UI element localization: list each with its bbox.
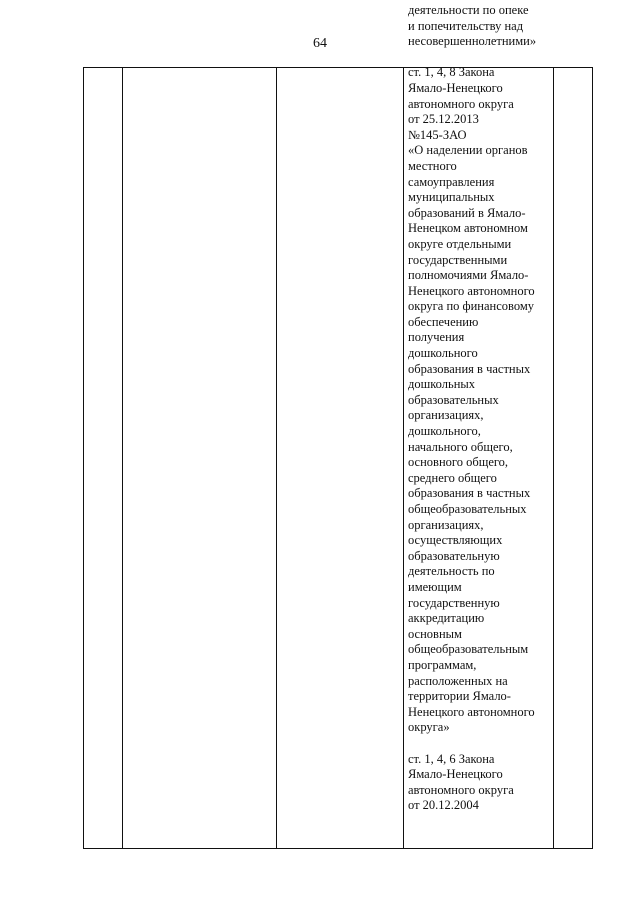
cell-text-line: среднего общего xyxy=(408,470,497,485)
table-column-divider-2 xyxy=(276,68,277,848)
cell-text-line: №145-ЗАО xyxy=(408,127,467,142)
cell-text-line: муниципальных xyxy=(408,190,495,205)
page-number: 64 xyxy=(313,36,327,51)
cell-text-line: основным xyxy=(408,626,462,641)
table-column-divider-1 xyxy=(122,68,123,848)
cell-text-line: ст. 1, 4, 8 Закона xyxy=(408,65,495,80)
cell-text-line: самоуправления xyxy=(408,174,495,189)
cell-text-line: автономного округа xyxy=(408,782,514,797)
cell-text-line: начального общего, xyxy=(408,439,513,454)
cell-text-line: обеспечению xyxy=(408,314,479,329)
cell-text-line: образовательную xyxy=(408,548,500,563)
cell-text-line: государственными xyxy=(408,252,508,267)
cell-text-line: общеобразовательным xyxy=(408,642,529,657)
cell-text-line: округе отдельными xyxy=(408,236,512,251)
table-border-left xyxy=(83,68,84,848)
cell-text-line: ст. 1, 4, 6 Закона xyxy=(408,751,495,766)
cell-text-line: Ямало-Ненецкого xyxy=(408,767,503,782)
cell-text-line: имеющим xyxy=(408,579,462,594)
cell-text-line: образования в частных xyxy=(408,361,531,376)
cell-text-line: от 25.12.2013 xyxy=(408,112,479,127)
cell-text-line: от 20.12.2004 xyxy=(408,798,479,813)
cell-text-line: округа» xyxy=(408,720,450,735)
cell-text-line: Ненецкого автономного xyxy=(408,283,535,298)
cell-text-line: несовершеннолетними» xyxy=(408,34,537,49)
cell-text-line: территории Ямало- xyxy=(408,689,511,704)
table-border-right xyxy=(592,68,593,848)
cell-text-line: полномочиями Ямало- xyxy=(408,268,529,283)
legal-basis-cell xyxy=(408,3,554,814)
cell-text-line: Ненецкого автономного xyxy=(408,704,535,719)
cell-text-line: дошкольного xyxy=(408,346,478,361)
cell-text-line: образования в частных xyxy=(408,486,531,501)
cell-text-line: программам, xyxy=(408,657,477,672)
cell-text-line: образований в Ямало- xyxy=(408,205,526,220)
cell-text-line: организациях, xyxy=(408,517,484,532)
cell-text-line: осуществляющих xyxy=(408,533,503,548)
cell-text-line: организациях, xyxy=(408,408,484,423)
cell-text-line: дошкольного, xyxy=(408,424,481,439)
paragraph-gap xyxy=(408,50,554,66)
cell-text-line: округа по финансовому xyxy=(408,299,535,314)
paragraph-gap xyxy=(408,736,554,752)
cell-text-line: Ненецком автономном xyxy=(408,221,528,236)
cell-text-line: автономного округа xyxy=(408,96,514,111)
cell-text-line: основного общего, xyxy=(408,455,509,470)
cell-text-line: расположенных на xyxy=(408,673,508,688)
cell-text-line: аккредитацию xyxy=(408,611,485,626)
cell-text-line: деятельности по опеке xyxy=(408,3,529,17)
cell-text-line: государственную xyxy=(408,595,500,610)
table-column-divider-3 xyxy=(403,68,404,848)
cell-text-line: дошкольных xyxy=(408,377,476,392)
cell-text-line: деятельность по xyxy=(408,564,495,579)
cell-text-line: Ямало-Ненецкого xyxy=(408,80,503,95)
cell-text-line: местного xyxy=(408,158,457,173)
cell-text-line: и попечительству над xyxy=(408,18,524,33)
cell-text-line: общеобразовательных xyxy=(408,502,527,516)
cell-text-line: «О наделении органов xyxy=(408,143,528,158)
cell-text-line: образовательных xyxy=(408,392,499,407)
cell-text-line: получения xyxy=(408,330,465,345)
